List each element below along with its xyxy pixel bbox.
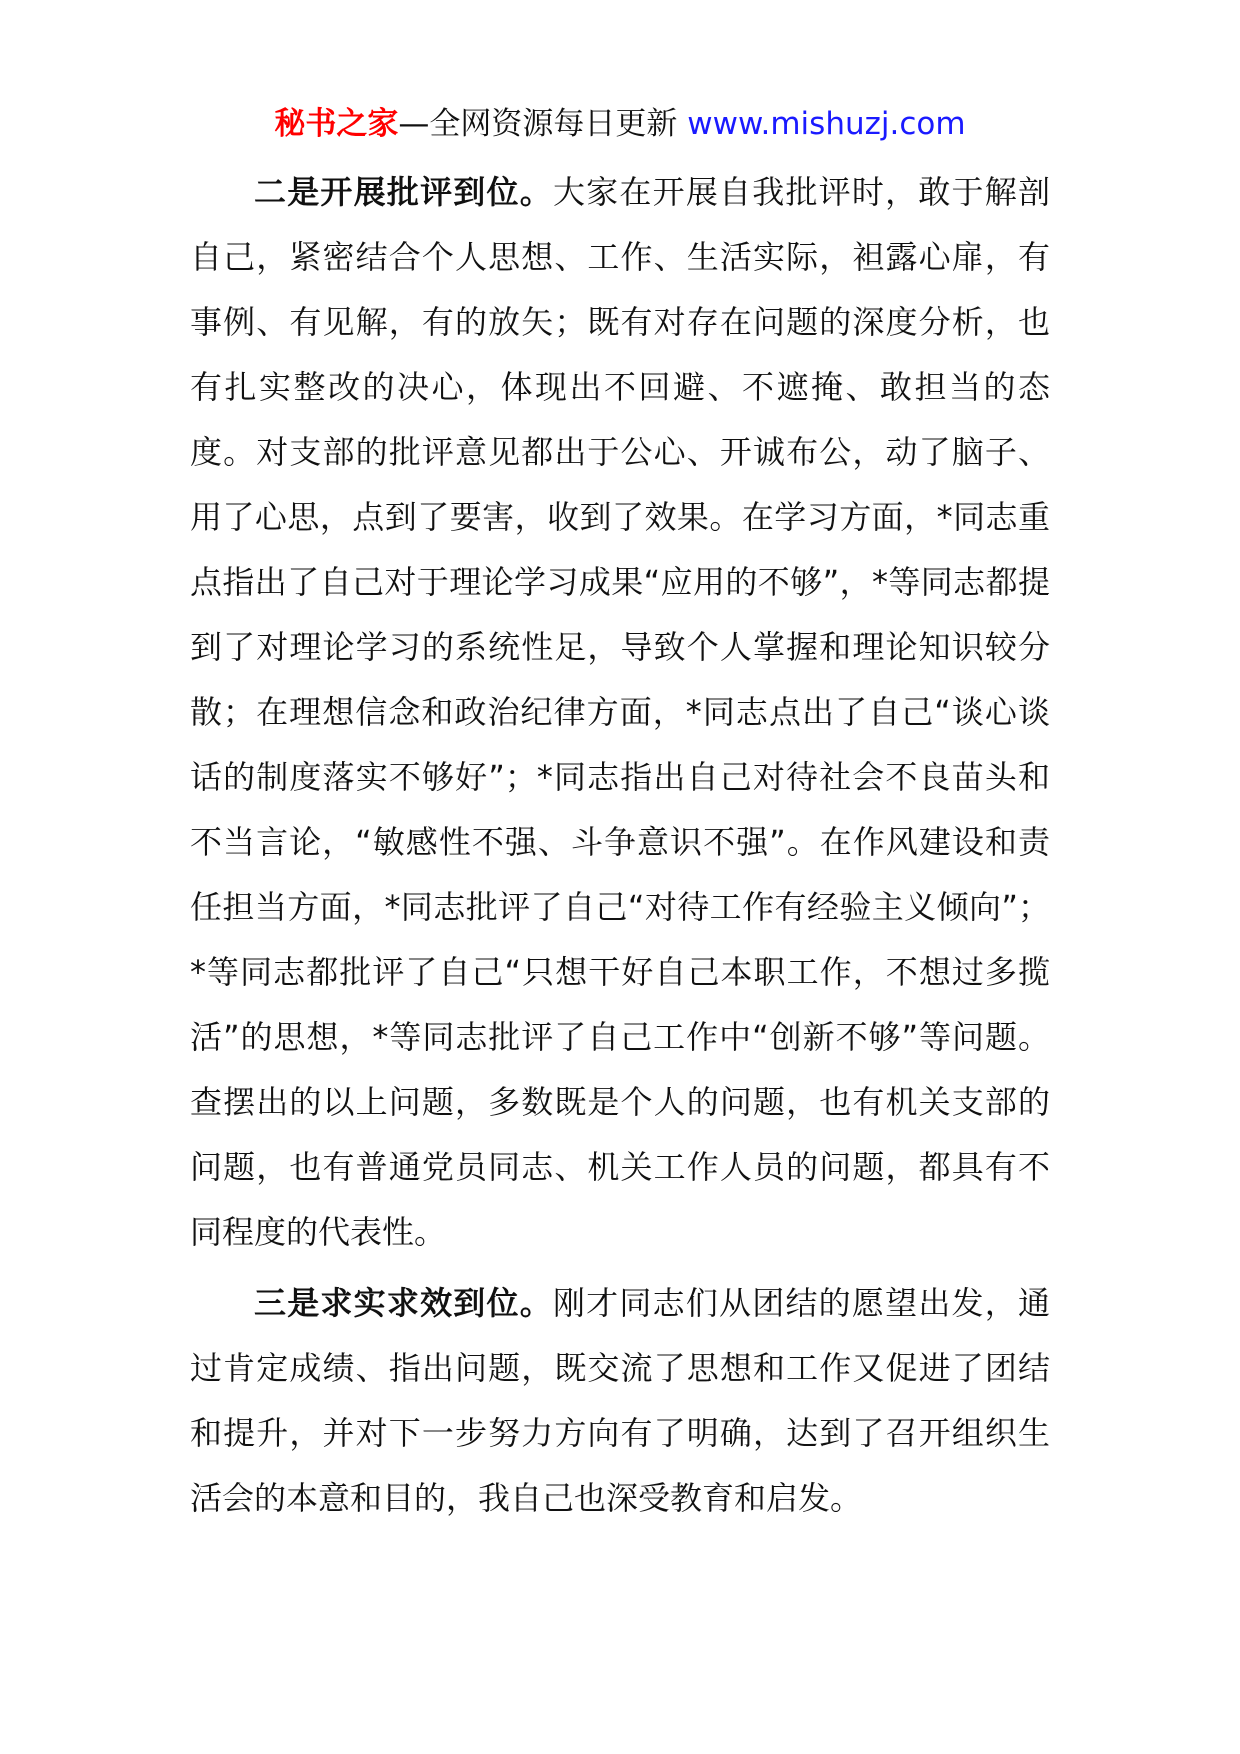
paragraph-criticism: [190, 160, 1050, 1265]
document-body: [190, 160, 1050, 1531]
brand-name: 秘书之家: [274, 106, 399, 142]
page-header: [0, 100, 1240, 148]
paragraph-text: 大家在开展自我批评时，敢于解剖自己，紧密结合个人思想、工作、生活实际，袒露心扉，有事例、有见解，有的放矢；既有对存在问题的深度分析，也有扎实整改的决心，体现出不回避、不遮掩、敢担当的态度。对支部的批评意见都出于公心、开诚布公，动了脑子、用了心思，点到了要害，收到了效果。在学习方面，*同志重点指出了自己对于理论学习成果“应用的不够”，*等同志都提到了对理论学习的系统性足，导致个人掌握和理论知识较分散；在理想信念和政治纪律方面，*同志点出了自己“谈心谈话的制度落实不够好”；*同志指出自己对待社会不良苗头和不当言论，“敏感性不强、斗争意识不强”。在作风建设和责任担当方面，*同志批评了自己“对待工作有经验主义倾向”；*等同志都批评了自己“只想干好自己本职工作，不想过多揽活”的思想，*等同志批评了自己工作中“创新不够”等问题。查摆出的以上问题，多数既是个人的问题，也有机关支部的问题，也有普通党员同志、机关工作人员的问题，都具有不同程度的代表性。: [190, 173, 1050, 1251]
paragraph-heading: 二是开展批评到位。: [254, 173, 553, 211]
paragraph-text: 刚才同志们从团结的愿望出发，通过肯定成绩、指出问题，既交流了思想和工作又促进了团结和提升，并对下一步努力方向有了明确，达到了召开组织生活会的本意和目的，我自己也深受教育和启发。: [190, 1284, 1050, 1517]
header-tagline: —全网资源每日更新: [398, 106, 688, 142]
paragraph-heading: 三是求实求效到位。: [254, 1284, 553, 1322]
website-link[interactable]: www.mishuzj.com: [687, 106, 966, 142]
paragraph-results: [190, 1271, 1050, 1531]
